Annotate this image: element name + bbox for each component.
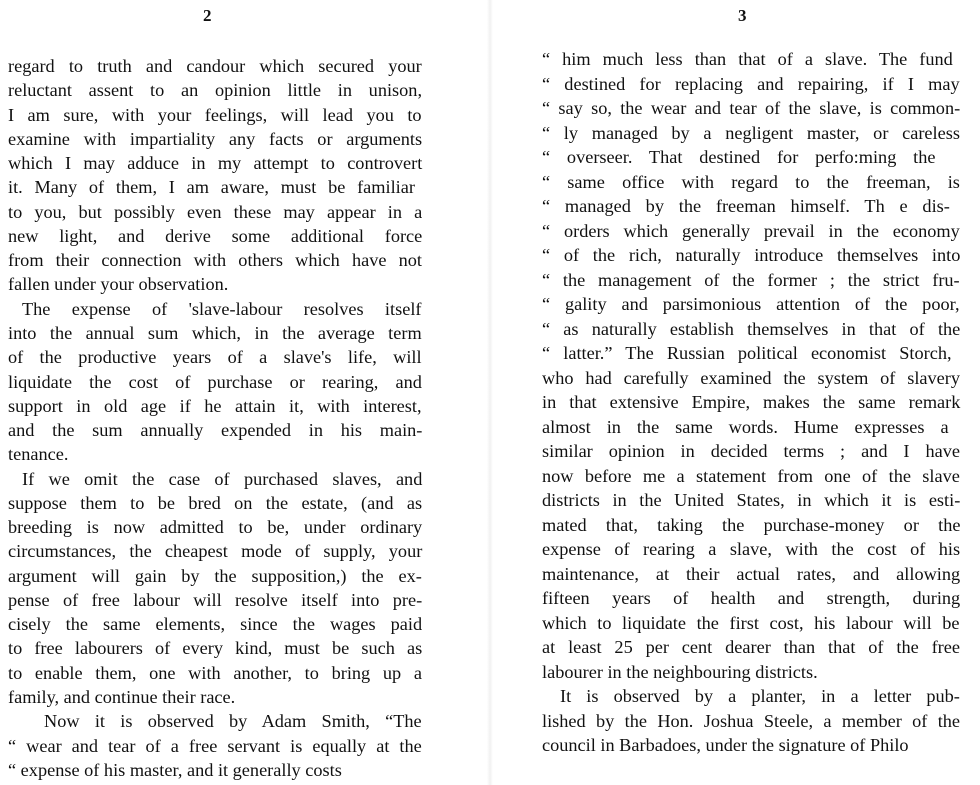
- text-line: argument will gain by the supposition,) the ex-: [8, 565, 422, 586]
- text-line: “ ly managed by a negligent master, or careless: [542, 122, 960, 143]
- text-line: examine with impartiality any facts or arguments: [8, 128, 423, 149]
- text-line: support in old age if he attain it, with interest,: [8, 395, 422, 416]
- text-line: tenance.: [8, 444, 69, 465]
- text-line: pense of free labour will resolve itself into pre-: [8, 589, 423, 610]
- text-line: to enable them, one with another, to bring up a: [8, 662, 422, 683]
- text-line: labourer in the neighbouring districts.: [542, 661, 818, 682]
- text-line: to you, but possibly even these may appear in a: [8, 201, 423, 222]
- text-line: breeding is now admitted to be, under ordinary: [8, 517, 423, 538]
- text-line: from their connection with others which have not: [8, 250, 422, 271]
- text-line: of the productive years of a slave's life, will: [8, 347, 422, 368]
- text-line: “ managed by the freeman himself. Th e dis-: [542, 196, 950, 216]
- text-line: The expense of 'slave-labour resolves itself: [22, 298, 422, 319]
- text-line: new light, and derive some additional force: [8, 225, 423, 246]
- text-line: “ gality and parsimonious attention of the poor,: [542, 294, 960, 314]
- text-line: who had carefully examined the system of slavery: [542, 367, 961, 388]
- text-line: “ the management of the former ; the strict fru-: [542, 269, 960, 290]
- text-line: “ latter.” The Russian political economist Storch,: [542, 343, 952, 363]
- text-line: similar opinion in decided terms ; and I have: [542, 441, 960, 461]
- text-line: at least 25 per cent dearer than that of the free: [542, 637, 960, 657]
- text-line: “ him much less than that of a slave. The fund: [542, 49, 953, 69]
- text-line: and the sum annually expended in his main-: [8, 420, 423, 441]
- text-line: “ say so, the wear and tear of the slave, is common-: [542, 98, 961, 118]
- text-line: which to liquidate the first cost, his labour will be: [542, 612, 960, 633]
- text-line: council in Barbadoes, under the signature of Philo: [542, 735, 909, 755]
- text-line: “ destined for replacing and repairing, if I may: [542, 73, 960, 94]
- text-line: in that extensive Empire, makes the same remark: [542, 392, 961, 412]
- page-number: 2: [203, 6, 212, 25]
- text-line: “ same office with regard to the freeman, is: [542, 171, 960, 192]
- text-line: expense of rearing a slave, with the cost of his: [542, 539, 961, 559]
- text-line: regard to truth and candour which secured your: [8, 56, 422, 76]
- text-line: which I may adduce in my attempt to controvert: [8, 153, 423, 174]
- text-line: maintenance, at their actual rates, and allowing: [542, 563, 961, 584]
- text-line: I am sure, with your feelings, will lead you to: [8, 104, 422, 125]
- text-line: “ of the rich, naturally introduce themselves into: [542, 245, 961, 265]
- text-line: circumstances, the cheapest mode of supply, your: [8, 541, 423, 562]
- text-line: now before me a statement from one of the slave: [542, 465, 960, 486]
- text-line: fifteen years of health and strength, during: [542, 588, 961, 608]
- text-line: districts in the United States, in which it is esti-: [542, 490, 961, 510]
- text-line: “ overseer. That destined for perfo:ming the: [542, 147, 936, 167]
- text-line: suppose them to be bred on the estate, (and as: [8, 492, 423, 513]
- right-page: [490, 0, 980, 785]
- text-line: it. Many of them, I am aware, must be familiar: [8, 177, 415, 198]
- text-line: mated that, taking the purchase-money or the: [542, 514, 961, 535]
- text-line: into the annual sum which, in the average term: [8, 322, 422, 343]
- text-line: almost in the same words. Hume expresses a: [542, 416, 949, 437]
- text-line: lished by the Hon. Joshua Steele, a member of the: [542, 710, 961, 731]
- text-line: “ wear and tear of a free servant is equally at the: [8, 735, 422, 756]
- text-line: It is observed by a planter, in a letter pub-: [560, 686, 960, 706]
- text-line: “ expense of his master, and it generally costs: [8, 759, 342, 780]
- page-number: 3: [738, 6, 747, 25]
- text-line: family, and continue their race.: [8, 687, 236, 708]
- text-line: to free labourers of every kind, must be such as: [8, 638, 423, 659]
- text-line: liquidate the cost of purchase or rearing, and: [8, 371, 422, 392]
- text-line: Now it is observed by Adam Smith, “The: [44, 711, 422, 732]
- text-line: cisely the same elements, since the wages paid: [8, 614, 423, 635]
- text-line: reluctant assent to an opinion little in unison,: [8, 80, 423, 101]
- text-line: fallen under your observation.: [8, 274, 229, 295]
- text-line: “ as naturally establish themselves in that of the: [542, 318, 961, 339]
- text-line: “ orders which generally prevail in the economy: [542, 220, 960, 241]
- text-line: If we omit the case of purchased slaves, and: [22, 468, 423, 489]
